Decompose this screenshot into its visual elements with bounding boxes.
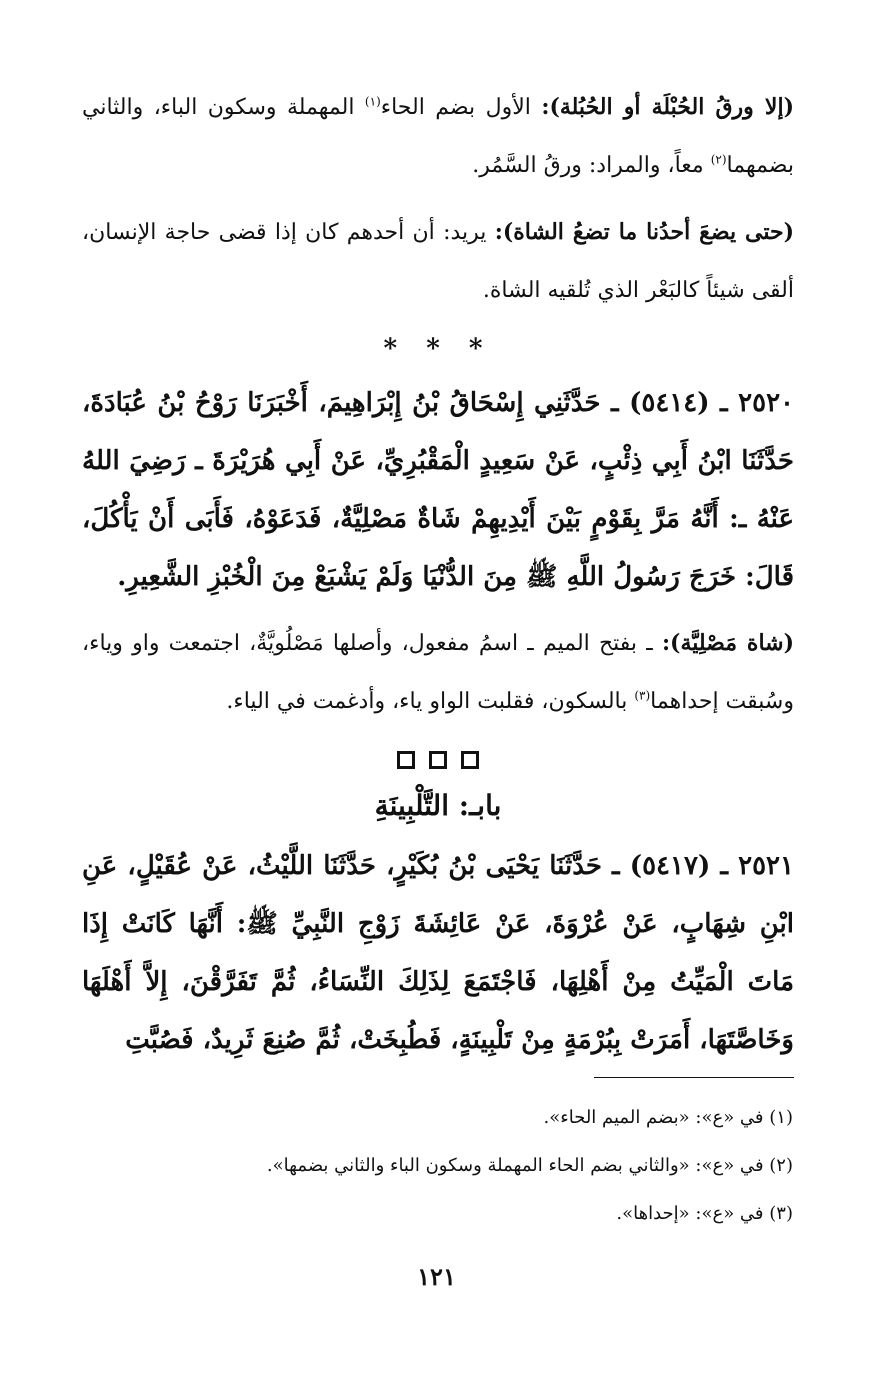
footnote-3: (٣) في «ع»: «إحداها». bbox=[616, 1203, 793, 1224]
footnote-2: (٢) في «ع»: «والثاني بضم الحاء المهملة وسكون الباء والثاني بضمها». bbox=[266, 1155, 793, 1176]
commentary-text: الأول بضم الحاء bbox=[380, 95, 542, 120]
commentary-text: ـ بفتح الميم ـ اسمُ مفعول، وأصلها مَصْلُويَّةٌ، اجتمعت واو وياء، وسُبقت إحداهما bbox=[82, 631, 794, 714]
commentary-text: معاً، والمراد: ورقُ السَّمُر. bbox=[472, 153, 711, 178]
commentary-term: (حتى يضعَ أحدُنا ما تضعُ الشاة): bbox=[494, 219, 795, 245]
page-number: ١٢١ bbox=[417, 1262, 456, 1291]
commentary-paragraph-3 bbox=[82, 614, 794, 731]
section-separator-stars: * * * bbox=[383, 334, 493, 364]
box-ornament-icon bbox=[397, 751, 415, 769]
box-ornament-icon bbox=[461, 751, 479, 769]
hadith-2521: ٢٥٢١ ـ (٥٤١٧) ـ حَدَّثَنَا يَحْيَى بْنُ بُكَيْرٍ، حَدَّثَنَا اللَّيْثُ، عَنْ عُقَيْلٍ، عَنِ ابْنِ شِهَابٍ، عَنْ عُرْوَةَ، عَنْ عَائِشَةَ زَوْجِ النَّبِيِّ ﷺ: أَنَّهَا كَانَتْ إِذَا مَاتَ الْمَيِّتُ مِنْ أَهْلِهَا، فَاجْتَمَعَ لِذَلِكَ النِّسَاءُ، ثُمَّ تَفَرَّقْنَ، إِلاَّ أَهْلَهَا وَخَاصَّتَهَا، أَمَرَتْ بِبُرْمَةٍ مِنْ تَلْبِينَةٍ، فَطُبِخَتْ، ثُمَّ صُنِعَ ثَرِيدٌ، فَصُبَّتِ bbox=[82, 851, 794, 1055]
footnote-ref-1[interactable]: (١) bbox=[364, 94, 381, 109]
footnote-ref-2[interactable]: (٢) bbox=[710, 152, 727, 167]
footnote-ref-3[interactable]: (٣) bbox=[634, 688, 651, 703]
commentary-text: بالسكون، فقلبت الواو ياء، وأدغمت في الياء. bbox=[226, 689, 635, 714]
footnote-1: (١) في «ع»: «بضم الميم الحاء». bbox=[543, 1107, 793, 1128]
commentary-paragraph-1 bbox=[82, 78, 794, 195]
main-text bbox=[82, 78, 794, 1069]
hadith-2520: ٢٥٢٠ ـ (٥٤١٤) ـ حَدَّثَنِي إِسْحَاقُ بْنُ إِبْرَاهِيمَ، أَخْبَرَنَا رَوْحُ بْنُ عُبَادَةَ، حَدَّثَنَا ابْنُ أَبِي ذِئْبٍ، عَنْ سَعِيدٍ الْمَقْبُرِيِّ، عَنْ أَبِي هُرَيْرَةَ ـ رَضِيَ اللهُ عَنْهُ ـ: أَنَّهُ مَرَّ بِقَوْمٍ بَيْنَ أَيْدِيهِمْ شَاةٌ مَصْلِيَّةٌ، فَدَعَوْهُ، فَأَبَى أَنْ يَأْكُلَ، قَالَ: خَرَجَ رَسُولُ اللَّهِ ﷺ مِنَ الدُّنْيَا وَلَمْ يَشْبَعْ مِنَ الْخُبْزِ الشَّعِيرِ. bbox=[82, 388, 794, 592]
box-ornament-icon bbox=[429, 751, 447, 769]
chapter-title: بابـ: التَّلْبِينَةِ bbox=[374, 789, 502, 822]
commentary-text: المهملة وسكون الباء، والثاني بضمهما bbox=[82, 95, 794, 178]
commentary-term: (إلا ورقُ الحُبْلَة أو الحُبُلة): bbox=[541, 94, 794, 120]
commentary-term: (شاة مَصْلِيَّة): bbox=[661, 630, 794, 656]
section-separator-boxes bbox=[82, 751, 794, 769]
commentary-paragraph-2 bbox=[82, 203, 794, 320]
commentary-text: يريد: أن أحدهم كان إذا قضى حاجة الإنسان، ألقى شيئاً كالبَعْر الذي تُلقيه الشاة. bbox=[82, 220, 794, 303]
footnote-divider bbox=[594, 1077, 794, 1078]
footnotes bbox=[81, 1094, 793, 1238]
